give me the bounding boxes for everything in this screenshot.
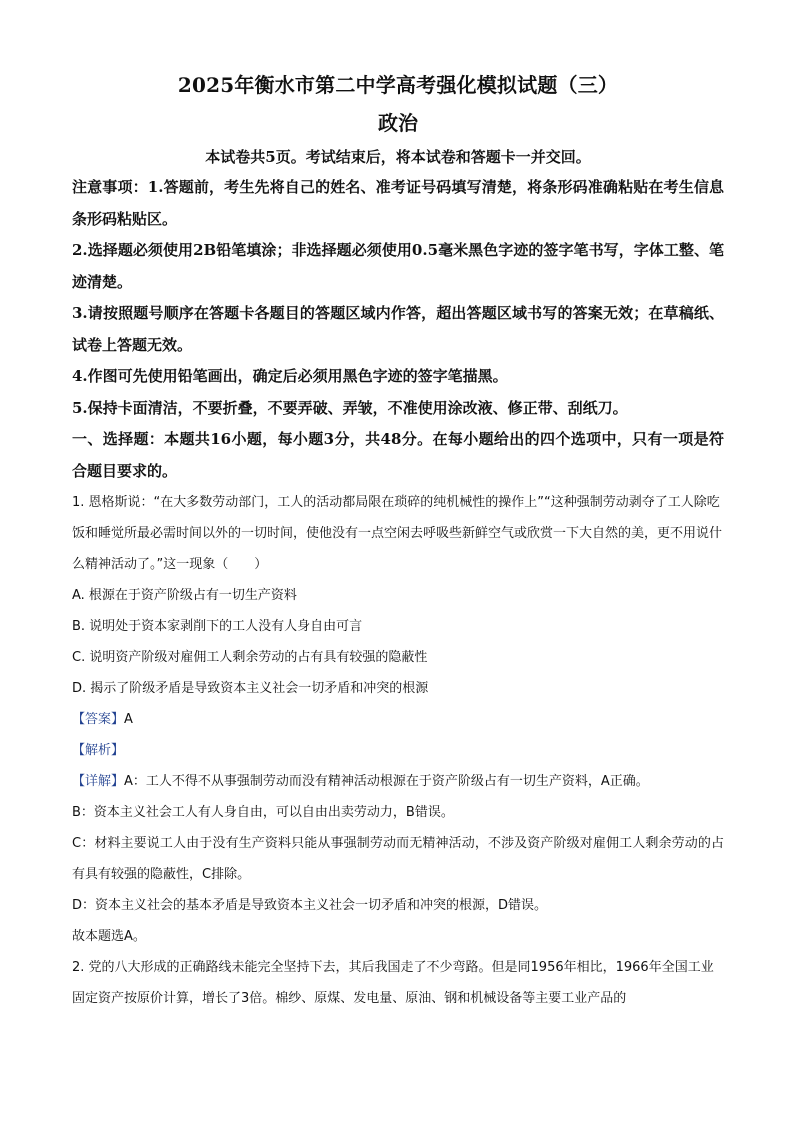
subject-title: 政治: [378, 111, 418, 135]
instruction-item: 2.选择题必须使用2B铅笔填涂；非选择题必须使用0.5毫米黑色字迹的签字笔书写，字体工整、笔迹清楚。: [72, 241, 724, 291]
analysis-line: [72, 735, 724, 766]
option-a: A. 根源在于资产阶级占有一切生产资料: [72, 588, 297, 603]
answer-value: A: [124, 712, 133, 727]
instruction-item: 4.作图可先使用铅笔画出，确定后必须用黑色字迹的签字笔描黑。: [72, 367, 508, 385]
option-d: D. 揭示了阶级矛盾是导致资本主义社会一切矛盾和冲突的根源: [72, 681, 429, 696]
answer-tag: 【答案】: [72, 712, 125, 727]
instruction-item: 注意事项：1.答题前，考生先将自己的姓名、准考证号码填写清楚，将条形码准确粘贴在考生信息条形码粘贴区。: [72, 178, 724, 228]
analysis-tag: 【解析】: [72, 743, 125, 758]
instructions-block: [72, 172, 724, 424]
detail-line: B：资本主义社会工人有人身自由，可以自由出卖劳动力，B错误。: [72, 805, 454, 820]
section-heading: 一、选择题：本题共16小题，每小题3分，共48分。在每小题给出的四个选项中，只有一项是符合题目要求的。: [72, 430, 724, 480]
question-1: [72, 487, 724, 952]
detail-line: C：材料主要说工人由于没有生产资料只能从事强制劳动而无精神活动，不涉及资产阶级对雇佣工人剩余劳动的占有具有较强的隐蔽性，C排除。: [72, 836, 724, 882]
detail-text: A：工人不得不从事强制劳动而没有精神活动根源在于资产阶级占有一切生产资料，A正确。: [124, 774, 649, 789]
exam-title: 2025年衡水市第二中学高考强化模拟试题（三）: [177, 73, 619, 97]
instruction-item: 5.保持卡面清洁，不要折叠，不要弄破、弄皱，不准使用涂改液、修正带、刮纸刀。: [72, 398, 628, 417]
detail-line: [72, 766, 724, 797]
detail-tag: 【详解】: [72, 774, 125, 789]
answer-line: [72, 704, 724, 735]
question-stem: 1. 恩格斯说：“在大多数劳动部门，工人的活动都局限在琐碎的纯机械性的操作上”“这种强制劳动剥夺了工人除吃饭和睡觉所最必需时间以外的一切时间，使他没有一点空闲去呼吸些新鲜空气或欣赏一下大自然的美，更不用说什么精神活动了。”这一现象（ ）: [72, 495, 723, 572]
question-stem: 2. 党的八大形成的正确路线未能完全坚持下去，其后我国走了不少弯路。但是同1956年相比，1966年全国工业固定资产按原价计算，增长了3倍。棉纱、原煤、发电量、原油、钢和机械设备等主要工业产品的: [72, 960, 714, 1006]
question-2: [72, 952, 724, 1014]
option-c: C. 说明资产阶级对雇佣工人剩余劳动的占有具有较强的隐蔽性: [72, 650, 428, 665]
conclusion-line: 故本题选A。: [72, 929, 146, 944]
instruction-item: 3.请按照题号顺序在答题卡各题目的答题区域内作答，超出答题区域书写的答案无效；在草稿纸、试卷上答题无效。: [72, 304, 724, 354]
detail-line: D：资本主义社会的基本矛盾是导致资本主义社会一切矛盾和冲突的根源，D错误。: [72, 898, 548, 913]
intro-note: 本试卷共5页。考试结束后，将本试卷和答题卡一并交回。: [205, 148, 591, 166]
option-b: B. 说明处于资本家剥削下的工人没有人身自由可言: [72, 619, 363, 634]
